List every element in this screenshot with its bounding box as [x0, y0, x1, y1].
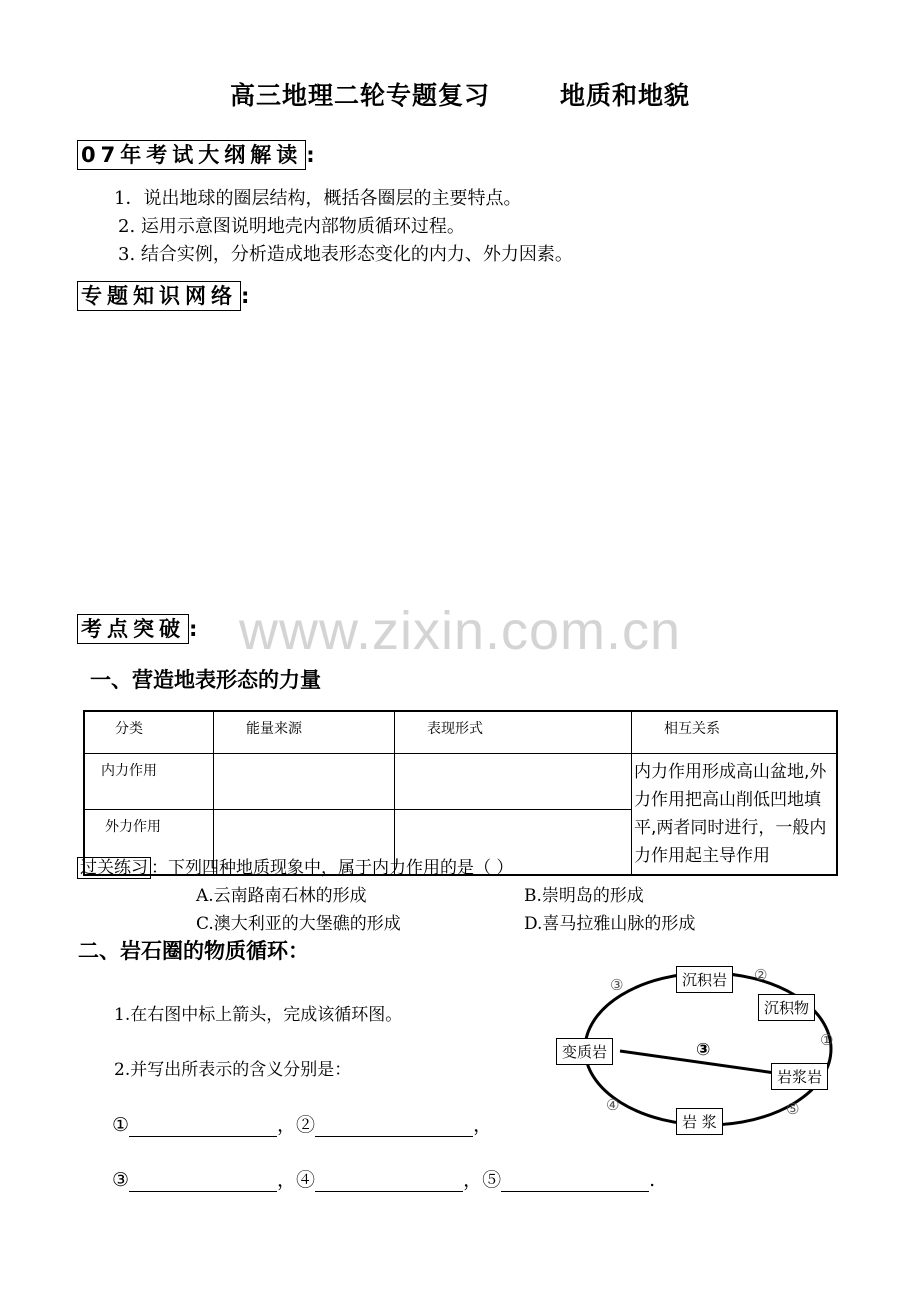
label-1: ①: [820, 1031, 834, 1049]
header-form: 表现形式: [395, 711, 632, 753]
node-igneous-rock[interactable]: 岩浆岩: [771, 1063, 828, 1090]
question-2: 2.并写出所表示的含义分别是：: [114, 1060, 352, 1080]
label-3-center: ③: [696, 1040, 711, 1060]
outline-item-1: 1．说出地球的圈层结构，概括各圈层的主要特点。: [114, 188, 522, 209]
watermark: www.zixin.com.cn: [238, 601, 682, 661]
fill-label-4: ，④: [277, 1169, 316, 1191]
section2-title: 二、岩石圈的物质循环：: [78, 939, 309, 963]
fill-label-2: ，②: [277, 1114, 316, 1136]
header-category: 分类: [84, 711, 214, 753]
outline-colon: :: [306, 143, 315, 167]
network-heading-box: 专题知识网络: [77, 281, 241, 311]
node-sedimentary-rock[interactable]: 沉积岩: [676, 966, 733, 993]
section1-title: 一、营造地表形态的力量: [90, 668, 321, 692]
title-topic: 地质和地貌: [560, 81, 691, 110]
relation-cell: 内力作用形成高山盆地,外力作用把高山削低凹地填平,两者同时进行，一般内力作用起主导作用: [632, 753, 838, 875]
fill-end-1: ，: [473, 1114, 493, 1136]
option-c[interactable]: C.澳大利亚的大堡礁的形成: [196, 914, 401, 934]
question-1: 1.在右图中标上箭头，完成该循环图。: [114, 1005, 403, 1025]
breakthrough-colon: :: [189, 617, 198, 641]
fill-label-5: ，⑤: [463, 1169, 502, 1191]
node-magma[interactable]: 岩 浆: [676, 1108, 723, 1135]
label-5: ⑤: [786, 1100, 800, 1118]
row-external-force: 外力作用: [84, 810, 214, 875]
header-energy: 能量来源: [214, 711, 395, 753]
breakthrough-heading-box: 考点突破: [77, 614, 189, 644]
label-2: ②: [754, 966, 768, 984]
label-3-top: ③: [610, 976, 624, 994]
option-a[interactable]: A.云南路南石林的形成: [196, 886, 367, 906]
practice-tag: 过关练习: [77, 857, 151, 879]
outline-item-2: 2. 运用示意图说明地壳内部物质循环过程。: [118, 216, 465, 237]
outline-heading-box: 07年考试大纲解读: [77, 140, 306, 170]
node-sediment[interactable]: 沉积物: [758, 994, 815, 1021]
header-relation: 相互关系: [632, 711, 838, 753]
option-b[interactable]: B.崇明岛的形成: [524, 886, 644, 906]
node-metamorphic-rock[interactable]: 变质岩: [556, 1038, 613, 1065]
row-internal-force: 内力作用: [84, 753, 214, 810]
network-colon: :: [241, 284, 250, 308]
practice-question-text: ：下列四种地质现象中，属于内力作用的是（ ）: [151, 858, 514, 878]
outline-item-3: 3. 结合实例，分析造成地表形态变化的内力、外力因素。: [118, 244, 573, 265]
title-main: 高三地理二轮专题复习: [229, 81, 490, 110]
fill-label-1: ①: [112, 1114, 130, 1136]
fill-label-3: ③: [112, 1169, 130, 1191]
label-4: ④: [606, 1096, 620, 1114]
fill-end-2: .: [649, 1169, 656, 1191]
option-d[interactable]: D.喜马拉雅山脉的形成: [524, 914, 696, 934]
